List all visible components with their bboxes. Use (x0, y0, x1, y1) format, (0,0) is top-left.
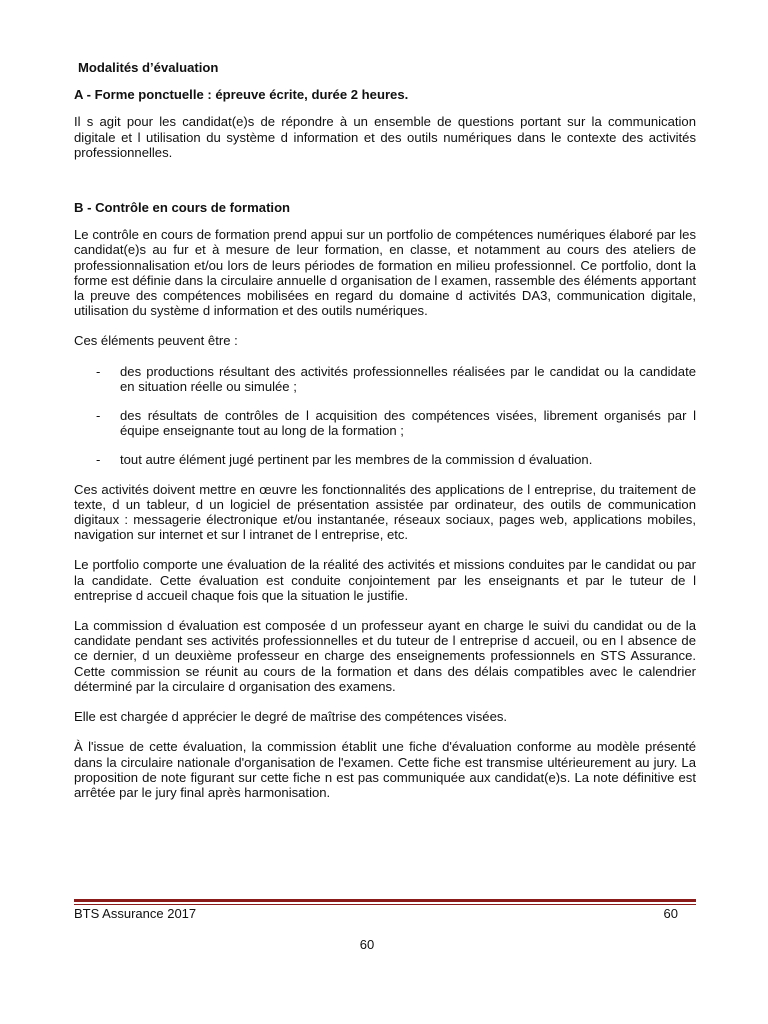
section-b-paragraph-6: À l'issue de cette évaluation, la commission établit une fiche d'évaluation conforme au modèle présenté dans la circulaire nationale d'organisation de l'examen. Cette fiche est transmise ultérieurement au jury. La proposition de note figurant sur cette fiche n est pas communiquée aux candidat(e)s. La note définitive est arrêtée par le jury final après harmonisation. (74, 739, 696, 800)
section-a-paragraph: Il s agit pour les candidat(e)s de répondre à un ensemble de questions portant sur la communication digitale et l utilisation du système d information et des outils numériques dans le contexte des activités professionnelles. (74, 114, 696, 160)
section-b-paragraph-2: Ces activités doivent mettre en œuvre les fonctionnalités des applications de l entreprise, du traitement de texte, d un tableur, d un logiciel de présentation assistée par ordinateur, des outils de communication digitaux : messagerie électronique et/ou instantanée, réseaux sociaux, pages web, applications mobiles, navigation sur internet et sur l intranet de l entreprise, etc. (74, 481, 696, 543)
elements-list (74, 364, 696, 468)
list-item (74, 408, 696, 438)
document-page (74, 60, 696, 815)
section-a-heading: A - Forme ponctuelle : épreuve écrite, durée 2 heures. (74, 87, 409, 103)
section-b-heading: B - Contrôle en cours de formation (74, 200, 291, 216)
footer-document-label: BTS Assurance 2017 (74, 906, 197, 921)
list-intro: Ces éléments peuvent être : (74, 333, 238, 349)
list-item (74, 452, 696, 467)
dash-bullet: - (96, 363, 101, 379)
section-b-paragraph-4: La commission d évaluation est composée d un professeur ayant en charge le suivi du candidat ou de la candidate pendant ses activités professionnelles et du tuteur de l entreprise d accueil, ou en l absence de ce dernier, d un deuxième professeur en charge des enseignements professionnels en STS Assurance. Cette commission se réunit au cours de la formation et dans des délais compatibles avec le calendrier déterminé par la circulaire d organisation des examens. (74, 618, 696, 694)
footer-rule-thick (74, 899, 696, 902)
section-b-paragraph-5: Elle est chargée d apprécier le degré de maîtrise des compétences visées. (74, 709, 508, 725)
page-number: 60 (359, 937, 375, 952)
list-item-text: tout autre élément jugé pertinent par les membres de la commission d évaluation. (120, 452, 593, 468)
footer-rule-thin (74, 904, 696, 905)
list-item-text: des résultats de contrôles de l acquisition des compétences visées, librement organisés par l équipe enseignante tout au long de la formation ; (120, 408, 696, 439)
document-title: Modalités d’évaluation (78, 60, 219, 75)
section-b-paragraph-1: Le contrôle en cours de formation prend appui sur un portfolio de compétences numériques élaboré par les candidat(e)s au fur et à mesure de leur formation, en classe, et notamment au cours des ateliers de professionnalisation et/ou lors de leurs périodes de formation en milieu professionnel. Ce portfolio, dont la forme est définie dans la circulaire annuelle d organisation de l examen, rassemble des éléments apportant la preuve des compétences mobilisées en regard du domaine d activités DA3, communication digitale, utilisation du système d information et des outils numériques. (74, 227, 696, 319)
list-item (74, 364, 696, 394)
footer-page-label: 60 (663, 906, 678, 921)
section-b-paragraph-3: Le portfolio comporte une évaluation de la réalité des activités et missions conduites par le candidat ou par la candidate. Cette évaluation est conduite conjointement par les enseignants et par le tuteur de l entreprise d accueil chaque fois que la situation le justifie. (74, 557, 696, 603)
list-item-text: des productions résultant des activités professionnelles réalisées par le candidat ou la candidate en situation réelle ou simulée ; (120, 363, 696, 394)
dash-bullet: - (96, 452, 101, 468)
dash-bullet: - (96, 408, 101, 424)
